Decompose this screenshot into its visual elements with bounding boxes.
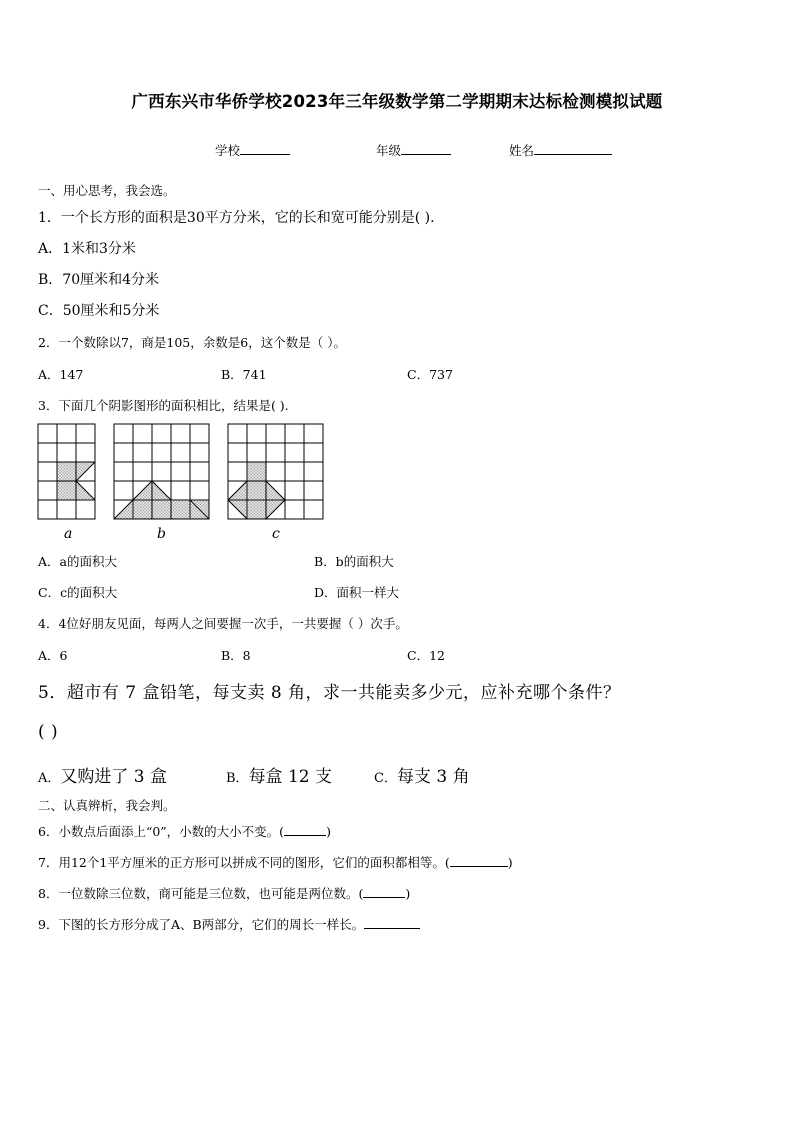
page-title: 广西东兴市华侨学校2023年三年级数学第二学期期末达标检测模拟试题 [131, 92, 663, 111]
question-7 [38, 853, 513, 871]
q9-answer-blank[interactable] [364, 916, 420, 929]
q3-option-c[interactable]: C．c的面积大 [38, 585, 118, 600]
q5-option-c-letter: C． [374, 771, 397, 786]
q2-option-b[interactable]: B．741 [221, 367, 267, 382]
question-9 [38, 915, 420, 933]
q3-option-d[interactable]: D．面积一样大 [314, 585, 400, 600]
q5-option-b[interactable] [226, 762, 332, 787]
question-1: 1．一个长方形的面积是30平方分米，它的长和宽可能分别是( ). [38, 210, 435, 226]
question-2: 2．一个数除以7，商是105，余数是6，这个数是（ ）。 [38, 335, 346, 350]
figure-a [38, 424, 95, 519]
q1-option-c[interactable]: C．50厘米和5分米 [38, 303, 160, 319]
q5-option-c-text: 每支 3 角 [396, 767, 470, 787]
school-blank[interactable] [240, 141, 290, 155]
grade-blank[interactable] [401, 141, 451, 155]
grade-field[interactable] [376, 141, 451, 159]
section2-heading: 二、认真辨析，我会判。 [38, 798, 176, 813]
figure-b [114, 424, 209, 519]
q5-option-a-letter: A． [38, 771, 61, 786]
name-blank[interactable] [534, 141, 612, 155]
q1-option-a[interactable]: A．1米和3分米 [38, 241, 136, 257]
name-label: 姓名 [509, 143, 535, 158]
q8-answer-blank[interactable] [363, 885, 405, 898]
figure-b-label: b [157, 526, 166, 542]
figure-c [228, 424, 323, 519]
q7-text: 7．用12个1平方厘米的正方形可以拼成不同的图形，它们的面积都相等。( [38, 855, 450, 870]
q3-figures [36, 422, 336, 524]
q6-answer-blank[interactable] [284, 823, 326, 836]
figure-c-label: c [272, 526, 280, 542]
q6-close: ) [326, 824, 331, 839]
q2-option-a[interactable]: A．147 [38, 367, 84, 382]
name-field[interactable] [509, 141, 612, 159]
question-3: 3．下面几个阴影图形的面积相比，结果是( ). [38, 398, 289, 413]
question-8 [38, 884, 410, 902]
q8-close: ) [405, 886, 411, 901]
figure-a-label: a [64, 526, 73, 542]
section1-heading: 一、用心思考，我会选。 [38, 183, 176, 198]
question-4: 4．4位好朋友见面，每两人之间要握一次手，一共要握（ ）次手。 [38, 616, 408, 631]
q4-option-b[interactable]: B．8 [221, 648, 251, 663]
q6-text: 6．小数点后面添上“0”，小数的大小不变。( [38, 824, 285, 839]
school-field[interactable] [215, 141, 290, 159]
q5-option-a-text: 又购进了 3 盒 [60, 767, 168, 787]
question-6 [38, 822, 331, 840]
q1-option-b[interactable]: B．70厘米和4分米 [38, 272, 160, 288]
q4-option-a[interactable]: A．6 [38, 648, 68, 663]
q2-option-c[interactable]: C．737 [407, 367, 453, 382]
q4-option-c[interactable]: C．12 [407, 648, 445, 663]
grade-label: 年级 [376, 143, 402, 158]
q5-option-b-text: 每盒 12 支 [248, 767, 333, 787]
q7-answer-blank[interactable] [450, 854, 508, 867]
q9-text: 9．下图的长方形分成了A、B两部分，它们的周长一样长。 [38, 917, 365, 932]
q5-answer-paren[interactable]: ( ) [38, 722, 59, 742]
q8-text: 8．一位数除三位数，商可能是三位数，也可能是两位数。( [38, 886, 364, 901]
q3-option-a[interactable]: A．a的面积大 [38, 554, 117, 569]
q5-option-b-letter: B． [226, 771, 249, 786]
q5-option-c[interactable] [374, 762, 470, 787]
q7-close: ) [507, 855, 513, 870]
q5-option-a[interactable] [38, 762, 167, 787]
school-label: 学校 [215, 143, 241, 158]
question-5: 5．超市有 7 盒铅笔，每支卖 8 角，求一共能卖多少元，应补充哪个条件？ [38, 683, 621, 703]
q3-option-b[interactable]: B．b的面积大 [314, 554, 394, 569]
